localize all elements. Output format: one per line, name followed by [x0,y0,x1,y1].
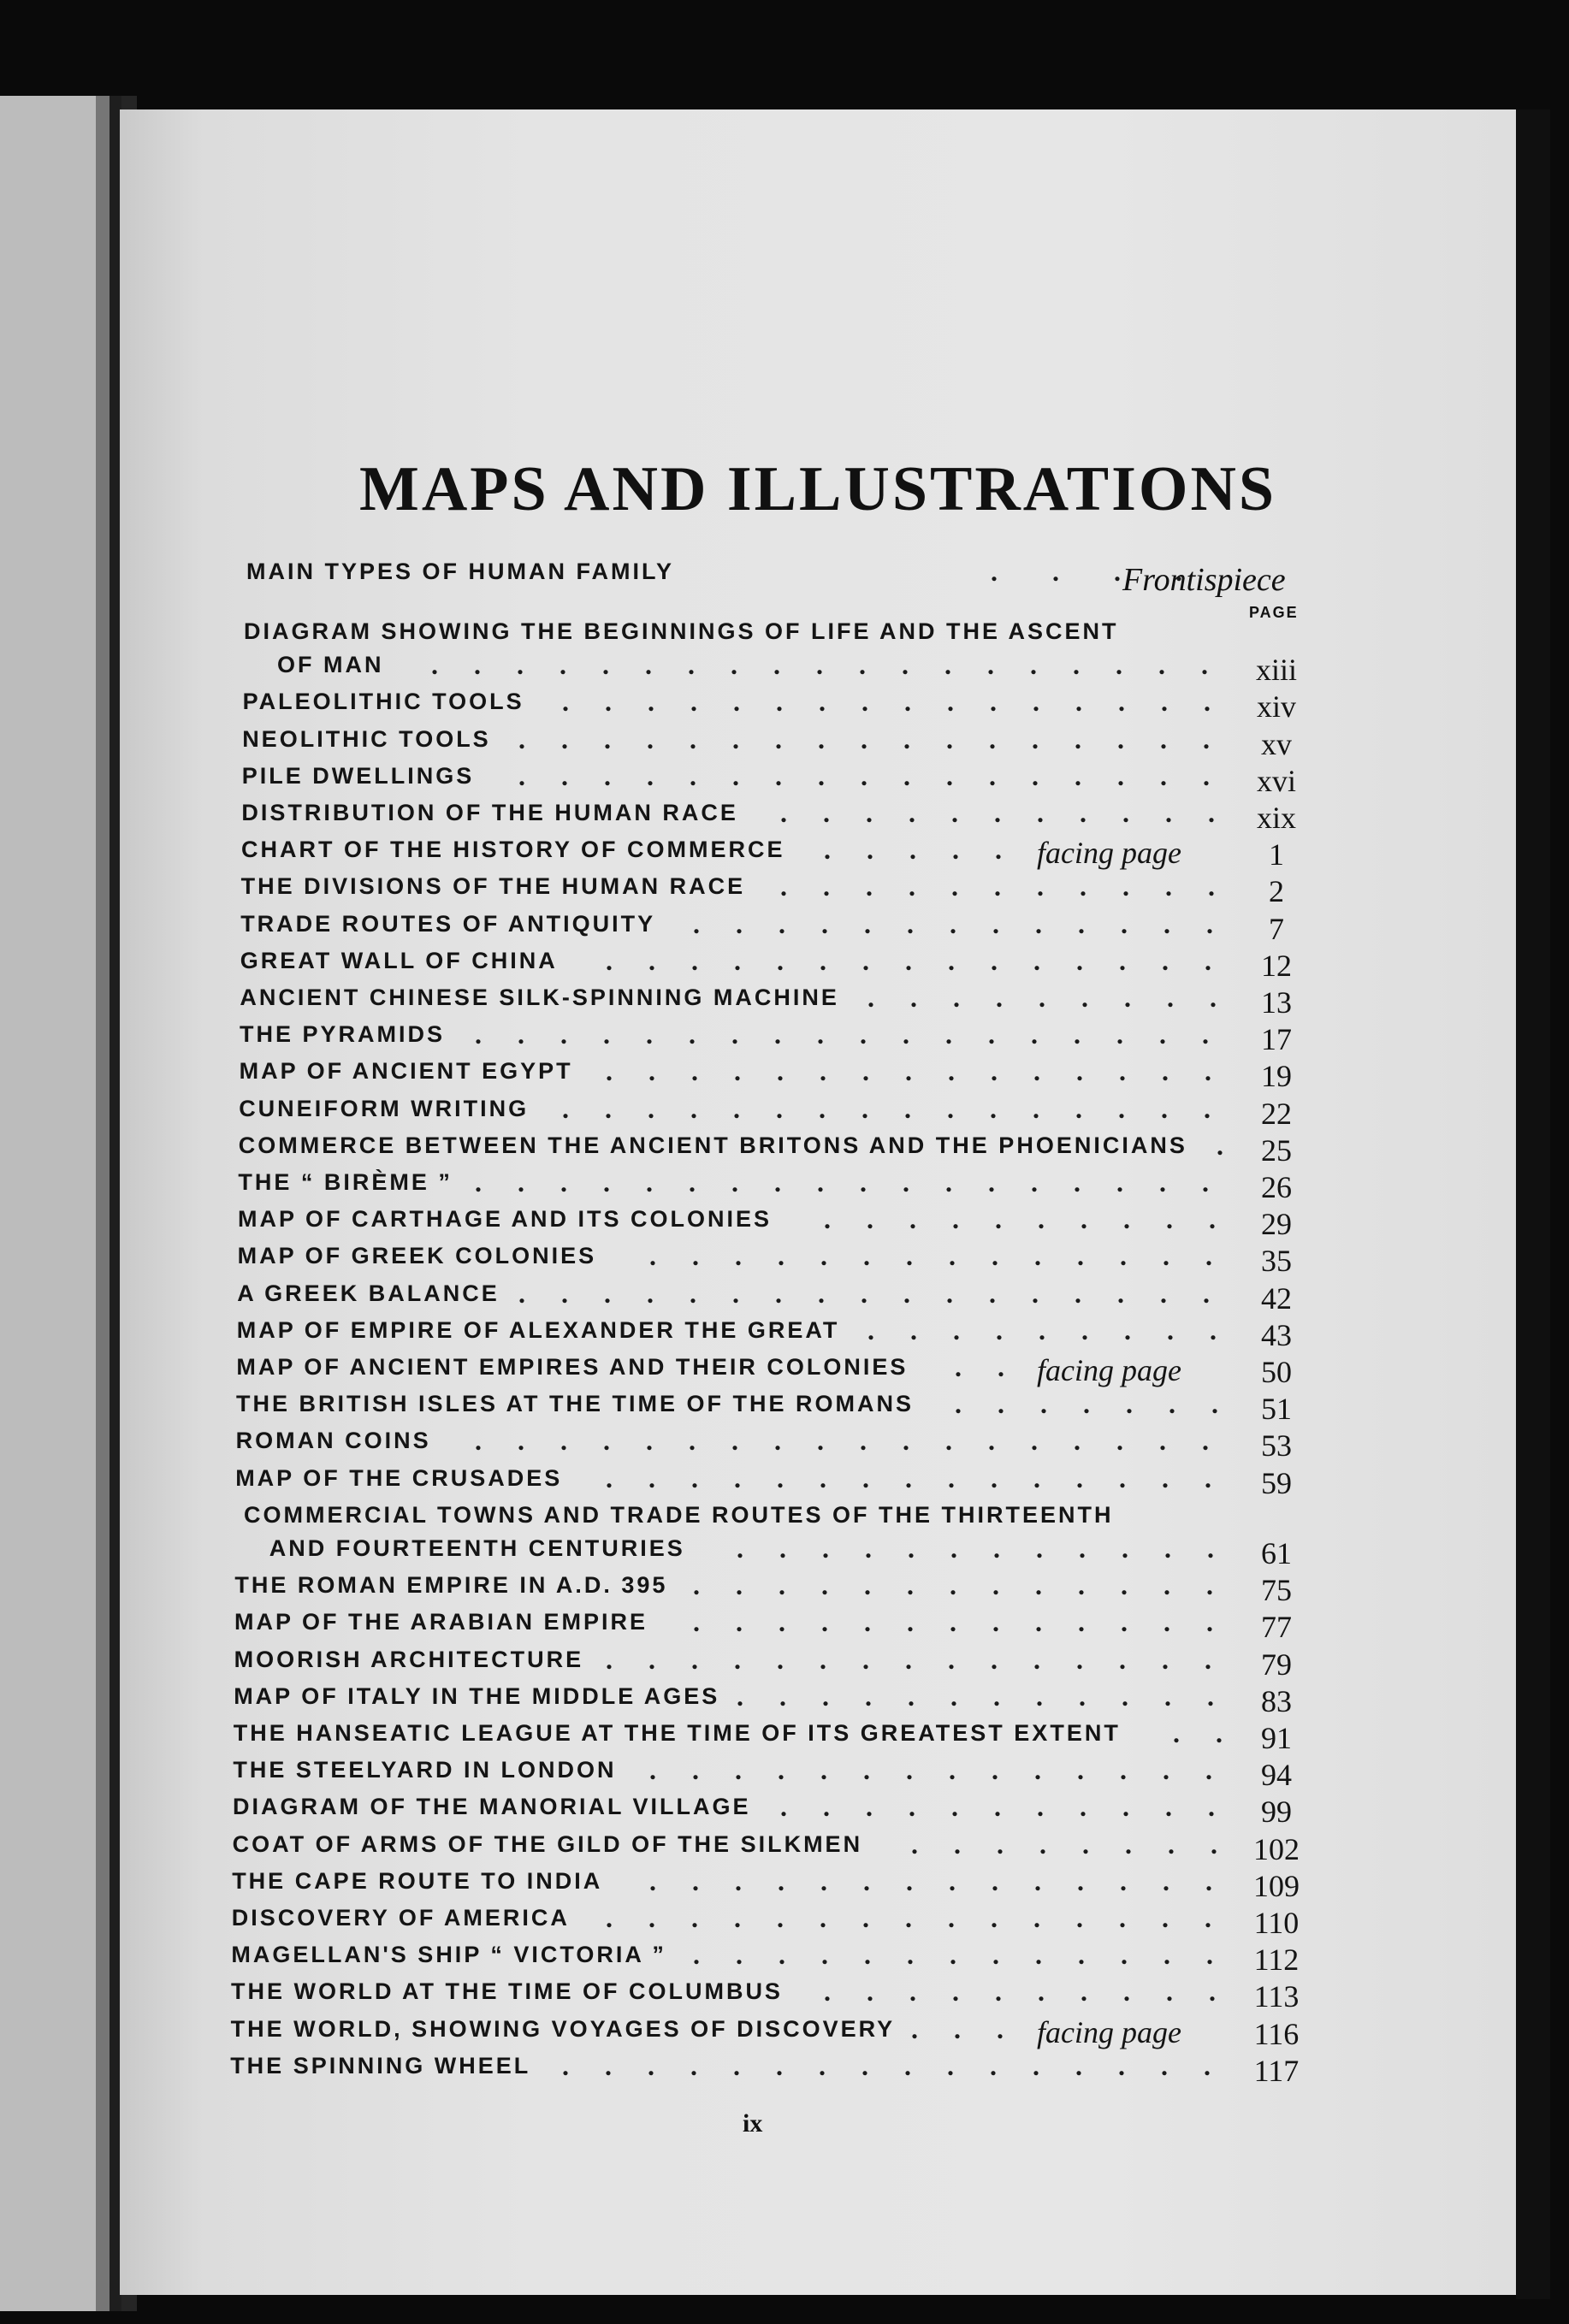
leader-dots: ........ [910,1828,1253,1860]
list-item [234,1606,1335,1644]
list-item-label: COMMERCIAL TOWNS AND TRADE ROUTES OF THE THIRTEENTH [244,1501,1114,1528]
leader-dots: ........... [779,797,1251,828]
list-item-label: THE “ BIRÈME ” [238,1169,453,1195]
page-number: 2 [1268,874,1284,909]
page-number: 42 [1260,1280,1292,1316]
leader-dots: . . . . [991,556,1182,587]
list-item [241,834,1335,872]
list-item [240,1056,1335,1093]
page-folio: ix [743,2109,763,2138]
list-item-label: PALEOLITHIC TOOLS [242,689,524,715]
list-item-first-line [244,616,1270,653]
page-number: 61 [1260,1536,1292,1570]
list-item [240,982,1335,1020]
page-title: MAPS AND ILLUSTRATIONS [359,454,1277,524]
facing-page-note: facing page [1036,2014,1181,2049]
list-item-label: THE STEELYARD IN LONDON [233,1757,617,1783]
page-number: 1 [1269,837,1284,872]
leader-dots: ... [910,2013,1039,2044]
page-number: 109 [1252,1868,1300,1903]
leader-dots: ............... [605,1643,1247,1675]
list-item [238,1240,1335,1278]
list-item-label: THE SPINNING WHEEL [230,2052,531,2079]
list-item-label: THE BRITISH ISLES AT THE TIME OF THE ROMANS [236,1391,915,1417]
list-item-label: THE WORLD AT THE TIME OF COLUMBUS [231,1978,783,2005]
list-item [242,760,1335,798]
list-item-label: MAP OF THE CRUSADES [235,1464,563,1491]
page-number: 99 [1261,1795,1292,1830]
page-number: 53 [1260,1428,1292,1464]
list-item [234,1644,1335,1682]
page-number: xv [1260,726,1292,761]
leader-dots: ................ [561,686,1246,718]
page-number: 19 [1260,1059,1292,1094]
list-item [236,1425,1335,1463]
leader-dots: ............... [605,944,1247,976]
list-item-label: OF MAN [277,652,384,678]
leader-dots: .................. [474,1425,1245,1457]
list-item-label: DIAGRAM SHOWING THE BEGINNINGS OF LIFE AND THE ASCENT [244,618,1119,644]
list-item-label: CHART OF THE HISTORY OF COMMERCE [241,837,785,863]
leader-dots: ................. [518,1277,1246,1309]
leader-dots: .............. [648,1240,1248,1272]
list-item [234,1718,1335,1755]
page-number: 35 [1260,1244,1292,1279]
page-number: xvi [1256,763,1296,798]
list-item-label: MAP OF CARTHAGE AND ITS COLONIES [238,1206,773,1233]
leader-dots: ................. [518,723,1246,754]
list-item [242,724,1335,761]
list-item [238,1203,1335,1241]
page-number: 116 [1253,2016,1300,2051]
list-item-label: GREAT WALL OF CHINA [240,947,558,973]
leader-dots: ................ [561,2049,1246,2081]
list-item-label: TRADE ROUTES OF ANTIQUITY [240,910,656,937]
leader-dots: .. [954,1351,1040,1382]
leader-dots: ............... [605,1462,1247,1493]
leader-dots: ................ [561,1092,1246,1124]
list-item [240,1019,1335,1056]
page-number: 113 [1253,1979,1300,2014]
leader-dots: ..... [824,834,1038,866]
page-number: 17 [1261,1022,1292,1057]
page-number: 29 [1261,1207,1292,1242]
page-number: 83 [1260,1683,1292,1718]
page-number: 50 [1260,1355,1292,1389]
leader-dots: ......... [867,982,1252,1013]
page-number: 22 [1260,1096,1292,1131]
list-item-label: MAP OF ANCIENT EMPIRES AND THEIR COLONIES [236,1354,909,1380]
list-item-label: NEOLITHIC TOOLS [242,725,491,752]
page-number: xix [1256,801,1296,835]
leader-dots: ............. [693,1606,1249,1638]
list-item [237,1278,1335,1316]
frontispiece-label: MAIN TYPES OF HUMAN FAMILY [246,559,675,584]
leader-dots: ................. [518,760,1246,791]
list-item-label: MAP OF THE ARABIAN EMPIRE [234,1609,648,1635]
list-item-label: MAP OF GREEK COLONIES [237,1243,597,1269]
list-item-label: THE PYRAMIDS [240,1021,446,1048]
leader-dots: ........... [779,871,1251,902]
list-item-label: AND FOURTEENTH CENTURIES [269,1535,685,1561]
page-number: 94 [1260,1758,1292,1793]
leader-dots: ............. [692,1570,1249,1601]
page-number: xiv [1256,689,1296,724]
list-item [232,1866,1335,1903]
list-item-label: COMMERCE BETWEEN THE ANCIENT BRITONS AND THE PHOENICIANS [238,1132,1187,1158]
list-item [241,797,1335,835]
leader-dots: .. [1172,1718,1258,1748]
list-item-label: MAP OF EMPIRE OF ALEXANDER THE GREAT [236,1316,840,1343]
list-item [240,908,1335,946]
list-item [239,1093,1335,1131]
list-item-label: A GREEK BALANCE [237,1280,500,1306]
list-item-label: THE HANSEATIC LEAGUE AT THE TIME OF ITS GREATEST EXTENT [233,1720,1121,1746]
page-number: 112 [1253,1943,1300,1978]
list-item [233,1791,1335,1829]
list-item [232,1902,1335,1940]
page-number: 26 [1260,1170,1292,1204]
list-item [269,1533,1335,1570]
list-item-label: THE DIVISIONS OF THE HUMAN RACE [240,873,746,900]
list-item [239,1130,1335,1168]
list-item [241,871,1335,908]
page-number: 25 [1260,1132,1292,1168]
page-number: 59 [1260,1465,1292,1500]
list-item-label: DISTRIBUTION OF THE HUMAN RACE [241,800,738,825]
list-item-label: COAT OF ARMS OF THE GILD OF THE SILKMEN [232,1830,863,1857]
list-item [243,686,1335,724]
leader-dots: ............... [605,1056,1247,1087]
frontispiece-note: Frontispiece [1122,562,1286,598]
list-item-label: THE ROMAN EMPIRE IN A.D. 395 [234,1572,668,1599]
list-item-label: DISCOVERY OF AMERICA [231,1905,570,1931]
list-item-label: ANCIENT CHINESE SILK-SPINNING MACHINE [240,985,839,1010]
leader-dots: ........... [780,1791,1251,1823]
list-item [277,649,1335,687]
list-item [236,1388,1335,1426]
leader-dots: .................. [475,1019,1245,1050]
leader-dots: ....... [955,1388,1254,1420]
page-number: xiii [1255,653,1297,688]
page-number: 13 [1260,985,1292,1020]
leader-dots: .......... [824,1203,1252,1235]
list-item-first-line [244,1499,1270,1537]
list-item-label: THE WORLD, SHOWING VOYAGES OF DISCOVERY [230,2015,896,2042]
facing-page-note: facing page [1037,836,1181,871]
list-item [231,1939,1335,1977]
list-item [235,1463,1335,1500]
leader-dots: ............. [692,908,1249,939]
list-item-label: DIAGRAM OF THE MANORIAL VILLAGE [233,1794,751,1820]
list-item-label: MAP OF ITALY IN THE MIDDLE AGES [234,1682,720,1709]
list-item [231,2014,1335,2051]
page-number: 75 [1260,1573,1292,1608]
list-item-label: MAP OF ANCIENT EGYPT [239,1058,573,1085]
list-item [230,2050,1335,2088]
leader-dots: . [1216,1129,1259,1161]
page-number: 77 [1261,1610,1292,1645]
leader-dots: .............. [648,1865,1248,1896]
leader-dots: ............. [692,1939,1249,1971]
page-number: 79 [1260,1647,1292,1682]
page-number: 12 [1260,948,1292,983]
leader-dots: .................. [474,1167,1245,1197]
list-item [233,1754,1335,1792]
list-item-label: CUNEIFORM WRITING [239,1095,530,1121]
page-number: 102 [1252,1831,1300,1866]
list-item [237,1315,1335,1352]
list-item [236,1351,1335,1389]
page-number: 110 [1253,1906,1300,1940]
list-item [234,1681,1335,1718]
list-item [233,1829,1335,1866]
page-number: 43 [1260,1317,1292,1352]
leader-dots: ............ [736,1680,1250,1712]
leader-dots: ............ [736,1533,1250,1564]
page-number: 91 [1260,1721,1292,1755]
list-item-label: MAGELLAN'S SHIP “ VICTORIA ” [231,1942,666,1968]
leader-dots: .............. [648,1754,1248,1786]
list-item-label: ROMAN COINS [235,1428,431,1454]
page-number: 51 [1261,1392,1292,1427]
list-item-label: PILE DWELLINGS [241,762,475,789]
list-item-label: THE CAPE ROUTE TO INDIA [232,1867,603,1894]
list-item [240,945,1335,983]
leader-dots: ................... [431,649,1244,681]
list-item [231,1976,1335,2014]
facing-page-note: facing page [1036,1353,1181,1387]
page-number: 117 [1253,2053,1300,2088]
page-column-header: PAGE [1249,604,1299,621]
list-item [238,1167,1335,1204]
page-number: 7 [1268,911,1284,946]
leader-dots: ............... [605,1902,1247,1933]
leader-dots: ......... [867,1314,1252,1345]
leader-dots: .......... [824,1976,1252,2008]
list-item-label: MOORISH ARCHITECTURE [234,1646,584,1672]
list-item [234,1570,1335,1607]
